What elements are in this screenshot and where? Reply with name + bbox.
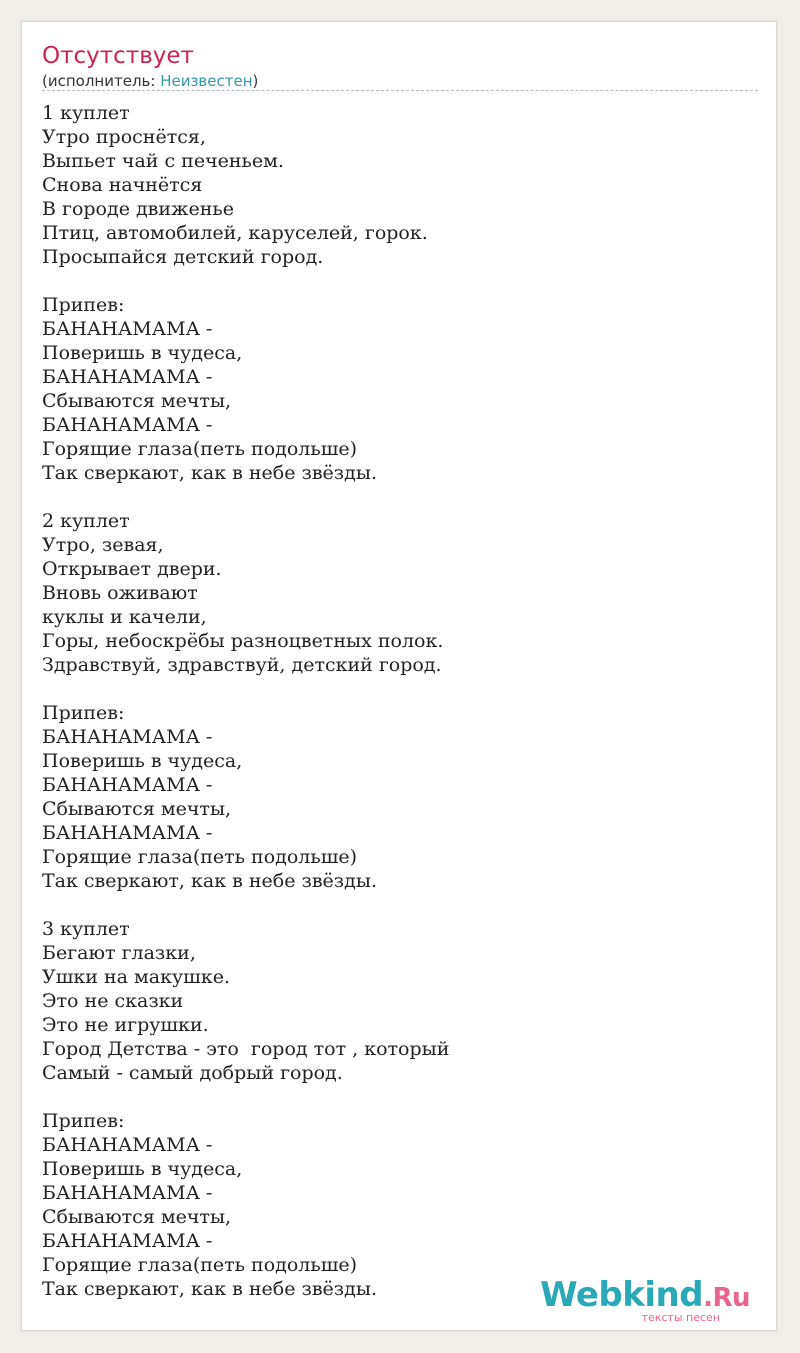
lyrics-line: БАНАНАМАМА - [42,726,213,748]
lyrics-line: Поверишь в чудеса, [42,750,243,772]
lyrics-line: Здравствуй, здравствуй, детский город. [42,654,442,676]
lyrics-line: Снова начнётся [42,174,203,196]
lyrics-line: Просыпайся детский город. [42,246,324,268]
performer-label-close: ) [252,72,259,90]
lyrics-line: Так сверкают, как в небе звёзды. [42,1278,378,1300]
performer-label-open: (исполнитель: [42,72,161,90]
site-logo[interactable] [540,1277,750,1324]
lyrics-line: Припев: [42,294,125,316]
lyrics-line: БАНАНАМАМА - [42,414,213,436]
lyrics-line: БАНАНАМАМА - [42,1182,213,1204]
lyrics-line: БАНАНАМАМА - [42,1230,213,1252]
lyrics-line: Сбываются мечты, [42,798,232,820]
lyrics-line: 3 куплет [42,918,130,940]
lyrics-line: Вновь оживают [42,582,198,604]
logo-suffix: .Ru [703,1283,750,1313]
lyrics-line: 1 куплет [42,102,130,124]
performer-line [42,71,258,91]
lyrics-line: Утро проснётся, [42,126,206,148]
lyrics-line: БАНАНАМАМА - [42,366,213,388]
lyrics-blank-line [42,677,449,701]
lyrics-line: Так сверкают, как в небе звёзды. [42,462,378,484]
lyrics-line: Самый - самый добрый город. [42,1062,343,1084]
lyrics-line: 2 куплет [42,510,130,532]
lyrics-line: Ушки на макушке. [42,966,230,988]
lyrics-line: Горы, небоскрёбы разноцветных полок. [42,630,444,652]
lyrics-line: Горящие глаза(петь подольше) [42,438,358,460]
lyrics-line: В городе движенье [42,198,235,220]
lyrics-line: Город Детства - это город тот , который [42,1038,450,1060]
lyrics-blank-line [42,1085,449,1109]
lyrics-line: Сбываются мечты, [42,390,232,412]
lyrics-text [42,101,449,1301]
lyrics-line: Это не игрушки. [42,1014,209,1036]
divider [42,90,758,91]
lyrics-line: Горящие глаза(петь подольше) [42,1254,358,1276]
lyrics-line: Припев: [42,702,125,724]
lyrics-line: Поверишь в чудеса, [42,1158,243,1180]
logo-main-text: Webkind [540,1275,704,1315]
lyrics-line: Горящие глаза(петь подольше) [42,846,358,868]
lyrics-blank-line [42,269,449,293]
lyrics-line: куклы и качели, [42,606,207,628]
song-title: Отсутствует [42,43,194,69]
lyrics-line: БАНАНАМАМА - [42,318,213,340]
lyrics-line: Это не сказки [42,990,184,1012]
lyrics-line: Открывает двери. [42,558,222,580]
lyrics-line: БАНАНАМАМА - [42,774,213,796]
lyrics-card [21,21,777,1331]
performer-link[interactable]: Неизвестен [160,72,253,90]
lyrics-blank-line [42,485,449,509]
lyrics-line: Припев: [42,1110,125,1132]
lyrics-blank-line [42,893,449,917]
lyrics-line: БАНАНАМАМА - [42,822,213,844]
lyrics-line: Утро, зевая, [42,534,164,556]
lyrics-line: Поверишь в чудеса, [42,342,243,364]
logo-tagline: тексты песен [641,1311,720,1324]
lyrics-line: Птиц, автомобилей, каруселей, горок. [42,222,428,244]
lyrics-line: Бегают глазки, [42,942,196,964]
lyrics-line: БАНАНАМАМА - [42,1134,213,1156]
lyrics-line: Сбываются мечты, [42,1206,232,1228]
lyrics-line: Выпьет чай с печеньем. [42,150,284,172]
lyrics-line: Так сверкают, как в небе звёзды. [42,870,378,892]
